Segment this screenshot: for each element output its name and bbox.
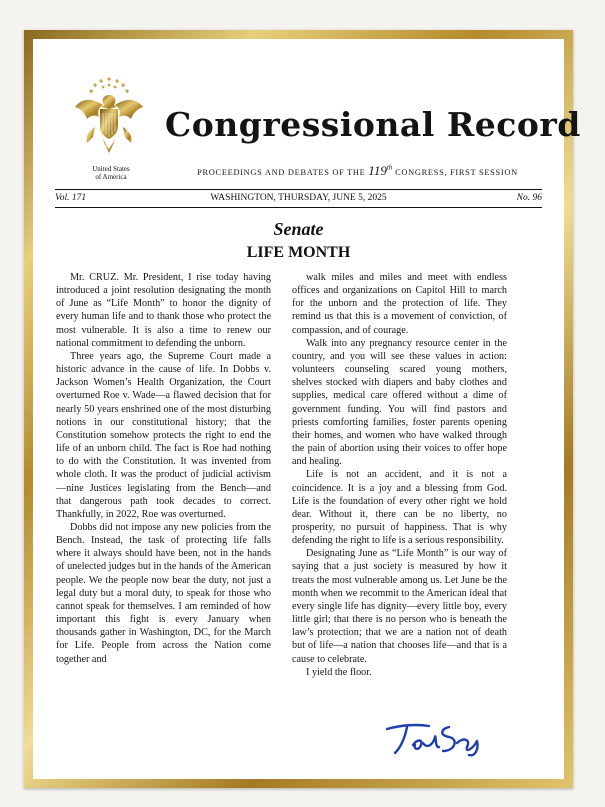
gold-border-frame (24, 30, 581, 788)
paragraph: Life is not an accident, and it is not a coincidence. It is a joy and a blessing from God. Life is the foundation of every other right we hold dear. Without it, there can be no liberty, no prosperity, no pursuit of happiness. That is why defending the right to life is a serious responsibility. (292, 469, 507, 547)
volume-label: Vol. 171 (55, 193, 87, 203)
paragraph: Dobbs did not impose any new policies from the Bench. Instead, the task of protecting life falls where it always should have been, not in the hands of unelected judges but in the hands of the American people. We the people now bear the duty, not just a legal duty but a moral duty, to speak for those who cannot speak for themselves. I am reminded of how important this fight is every January when thousands gather in Washington, DC, for the March for Life. People from across the Nation come together and (56, 521, 271, 665)
section-title: LIFE MONTH (246, 244, 351, 261)
subtitle-suffix: CONGRESS, FIRST SESSION (395, 168, 518, 177)
masthead-title: Congressional Record (165, 105, 581, 144)
paragraph: Mr. CRUZ. Mr. President, I rise today having introduced a joint resolution designating the month of June as “Life Month” to honor the dignity of every human life and to thank those who protect the most vulnerable. It is also a time to renew our national commitment to defending the unborn. (56, 272, 271, 349)
subtitle-prefix: PROCEEDINGS AND DEBATES OF THE (197, 168, 366, 177)
presidential-seal-icon (73, 75, 145, 159)
right-column (292, 271, 507, 679)
paragraph: Three years ago, the Supreme Court made a historic advance in the cause of life. In Dobbs v. Jackson Women’s Health Organization, the Court overturned Roe v. Wade—a flawed decision that for nearly 50 years enshrined one of the most disturbing notions in our constitutional history; that the Constitution somehow protects the right to end the life of an unborn child. The fact is Roe had nothing to do with the Constitution. It was invented from whole cloth. It was the product of judicial activism—nine Justices legislating from the Bench—and that dangerous path took decades to correct. Thankfully, in 2022, Roe was overturned. (56, 350, 271, 520)
paragraph: walk miles and miles and meet with endless offices and organizations on Capitol Hill to march for the unborn and the protection of life. They remind us that this is a movement of conviction, of compassion, and of courage. (292, 272, 507, 336)
seal-caption (83, 165, 139, 181)
subtitle (165, 163, 550, 179)
signature-mark (383, 719, 493, 759)
divider-top (55, 189, 542, 190)
record-page (33, 39, 581, 779)
seal-caption-line2: of America (95, 173, 127, 181)
chamber-heading: Senate (273, 219, 324, 239)
paragraph: I yield the floor. (306, 666, 372, 678)
divider-bottom (55, 207, 542, 208)
paragraph: Walk into any pregnancy resource center in the country, and you will see these values in action: volunteers counseling scared young mothers, shelves stocked with diapers and baby clothes and supplies, medical care offered without a dime of government funding. You will find pastors and priests comforting families, foster parents opening their homes, and women who have walked through the pain of abortion using their voices to offer hope and healing. (292, 337, 507, 468)
left-column (56, 271, 271, 666)
issue-number: No. 96 (516, 193, 542, 203)
congress-number: 119th (368, 163, 393, 178)
dateline (55, 193, 542, 207)
seal-caption-line1: United States (92, 165, 130, 173)
date-label: WASHINGTON, THURSDAY, JUNE 5, 2025 (210, 193, 387, 203)
paragraph: Designating June as “Life Month” is our way of saying that a just society is measured by how it treats the most vulnerable among us. Let June be the month when we recommit to the American ideal that every single life has dignity—every little boy, every little girl; that there is no person who is beneath the law’s protection; that we are a nation not of death but of life—a nation that chooses life—and that is a cause to celebrate. (292, 548, 507, 665)
